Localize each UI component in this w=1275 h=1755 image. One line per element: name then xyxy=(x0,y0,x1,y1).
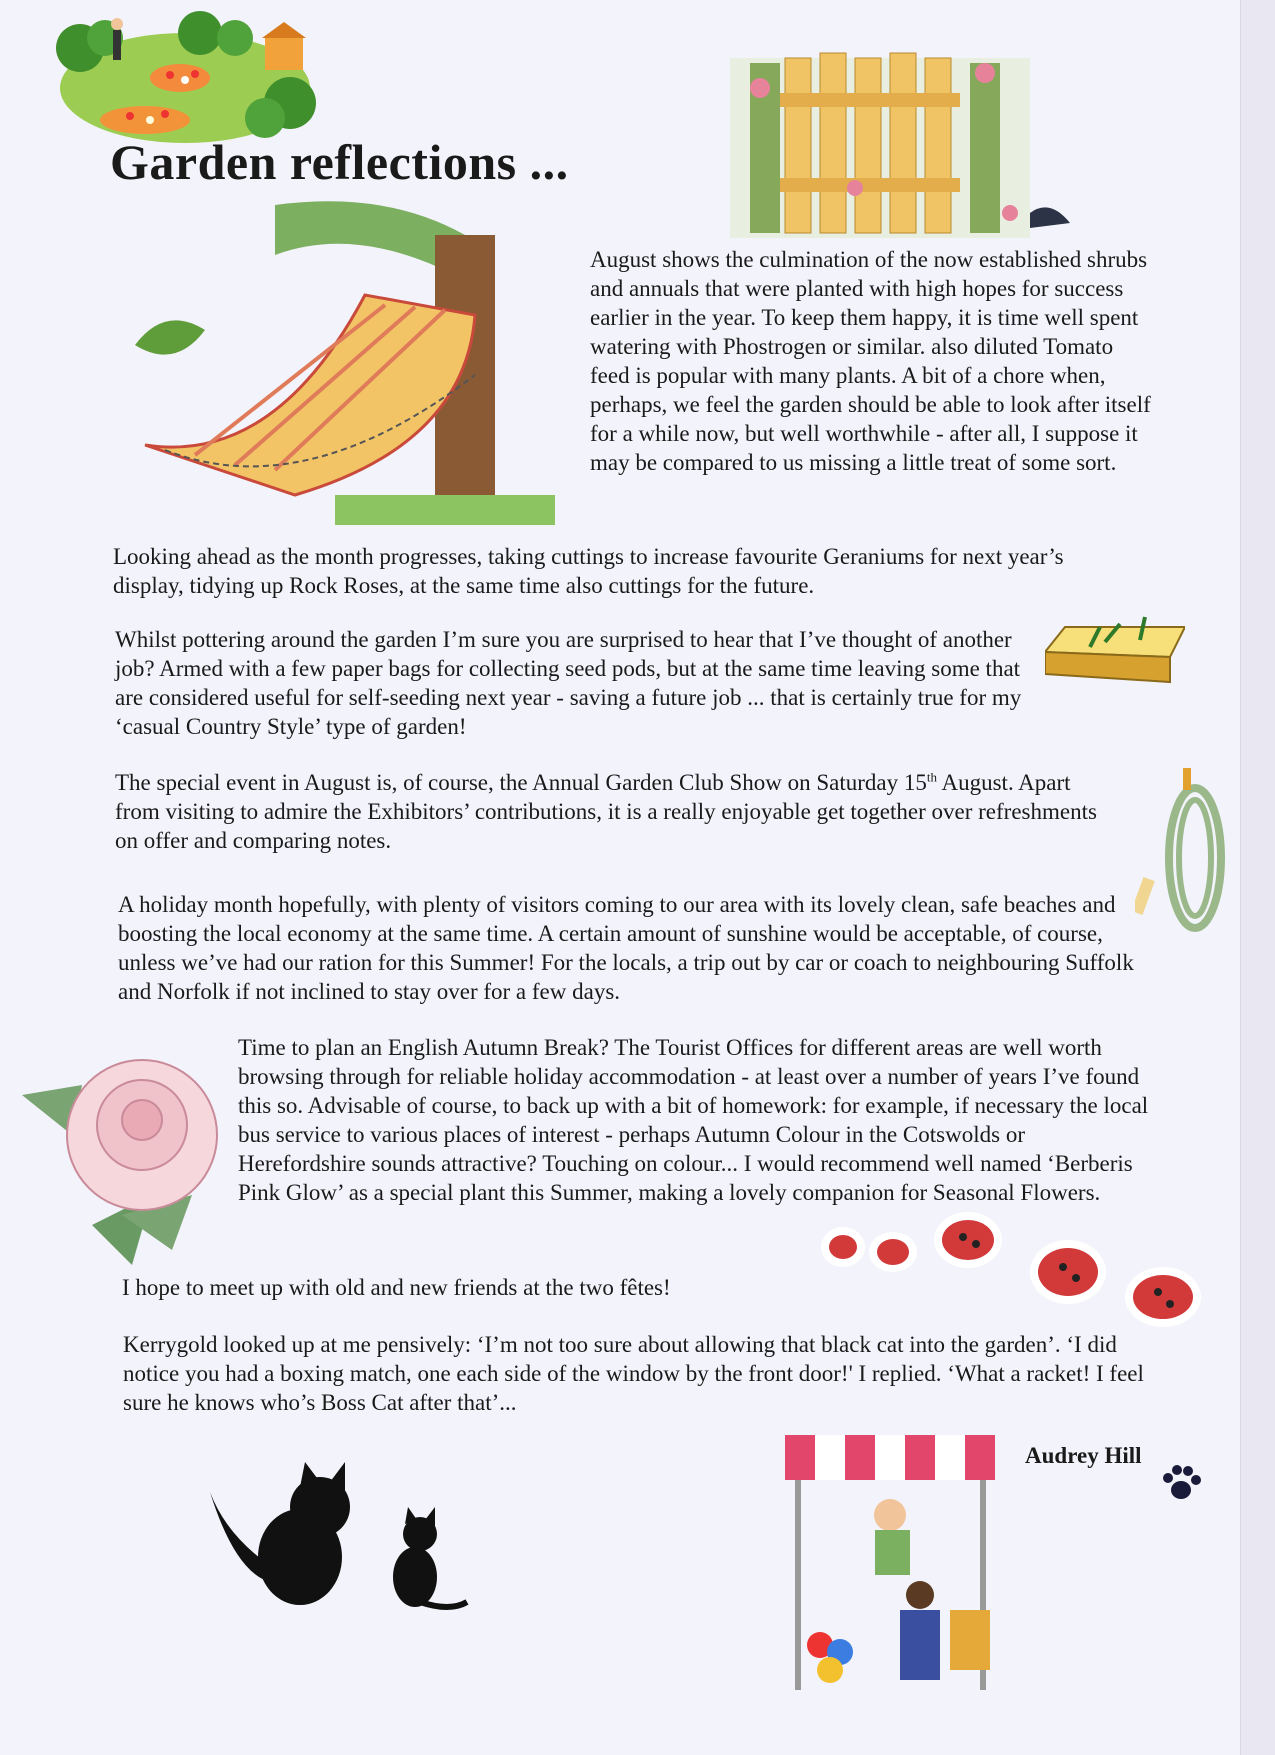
date-superscript: th xyxy=(926,769,938,785)
paragraph-kerrygold: Kerrygold looked up at me pensively: ‘I’m not too sure about allowing that black cat into the garden’. ‘I did notice you had a boxing match, one each side of the window by the front door!' I replied. ‘What a racket! I feel sure he knows who’s Boss Cat after that’... xyxy=(123,1332,1144,1415)
fete-stall-illustration xyxy=(780,1420,1015,1695)
black-cats-illustration xyxy=(205,1462,470,1627)
paragraph-garden-show-text-2: August. Apart from visiting to admire the Exhibitors’ contributions, it is a really enjoyable get together over refreshments on offer and comparing notes. xyxy=(115,770,1097,853)
paragraph-seed-pods: Whilst pottering around the garden I’m sure you are surprised to hear that I’ve thought of another job? Armed with a few paper bags for collecting seed pods, but at the same time leaving some that are considered useful for self-seeding next year - saving a future job ... that is certainly true for my ‘casual Country Style’ type of garden! xyxy=(115,627,1022,739)
paragraph-autumn-break: Time to plan an English Autumn Break? The Tourist Offices for different areas are well worth browsing through for reliable holiday accommodation - at least over a number of years I’ve found this so. Advisable of course, to back up with a bit of homework: for example, if necessary the local bus service to various places of interest - perhaps Autumn Colour in the Cotswolds or Herefordshire sounds attractive? Touching on colour... I would recommend well named ‘Berberis Pink Glow’ as a special plant this Summer, making a lovely companion for Seasonal Flowers. xyxy=(238,1035,1149,1205)
paragraph-garden-show xyxy=(115,768,1115,855)
garden-scene-illustration xyxy=(50,8,320,148)
paragraph-garden-show-text-1: The special event in August is, of course, the Annual Garden Club Show on Saturday 15 xyxy=(115,770,927,795)
paragraph-fetes: I hope to meet up with old and new friends at the two fêtes! xyxy=(122,1275,671,1300)
paragraph-cuttings: Looking ahead as the month progresses, taking cuttings to increase favourite Geraniums for next year’s display, tidying up Rock Roses, at the same time also cuttings for the future. xyxy=(113,544,1064,598)
paw-print-icon xyxy=(1160,1462,1202,1504)
seed-tray-illustration xyxy=(1045,612,1185,687)
page-title: Garden reflections ... xyxy=(110,134,569,190)
ladybirds-illustration xyxy=(818,1212,1203,1327)
hammock-illustration xyxy=(135,195,575,540)
garden-hose-illustration xyxy=(1135,768,1225,933)
rose-illustration xyxy=(22,1045,237,1270)
paragraph-watering: August shows the culmination of the now established shrubs and annuals that were planted with high hopes for success earlier in the year. To keep them happy, it is time well spent watering with Phostrogen or similar. also diluted Tomato feed is popular with many plants. A bit of a chore when, perhaps, we feel the garden should be able to look after itself for a while now, but well worthwhile - after all, I suppose it may be compared to us missing a little treat of some sort. xyxy=(590,247,1151,475)
garden-gate-illustration xyxy=(730,48,1070,238)
signature: Audrey Hill xyxy=(1025,1443,1142,1468)
paragraph-holiday-month: A holiday month hopefully, with plenty of visitors coming to our area with its lovely clean, safe beaches and boosting the local economy at the same time. A certain amount of sunshine would be acceptable, of course, unless we’ve had our ration for this Summer! For the locals, a trip out by car or coach to neighbouring Suffolk and Norfolk if not inclined to stay over for a few days. xyxy=(118,892,1134,1004)
